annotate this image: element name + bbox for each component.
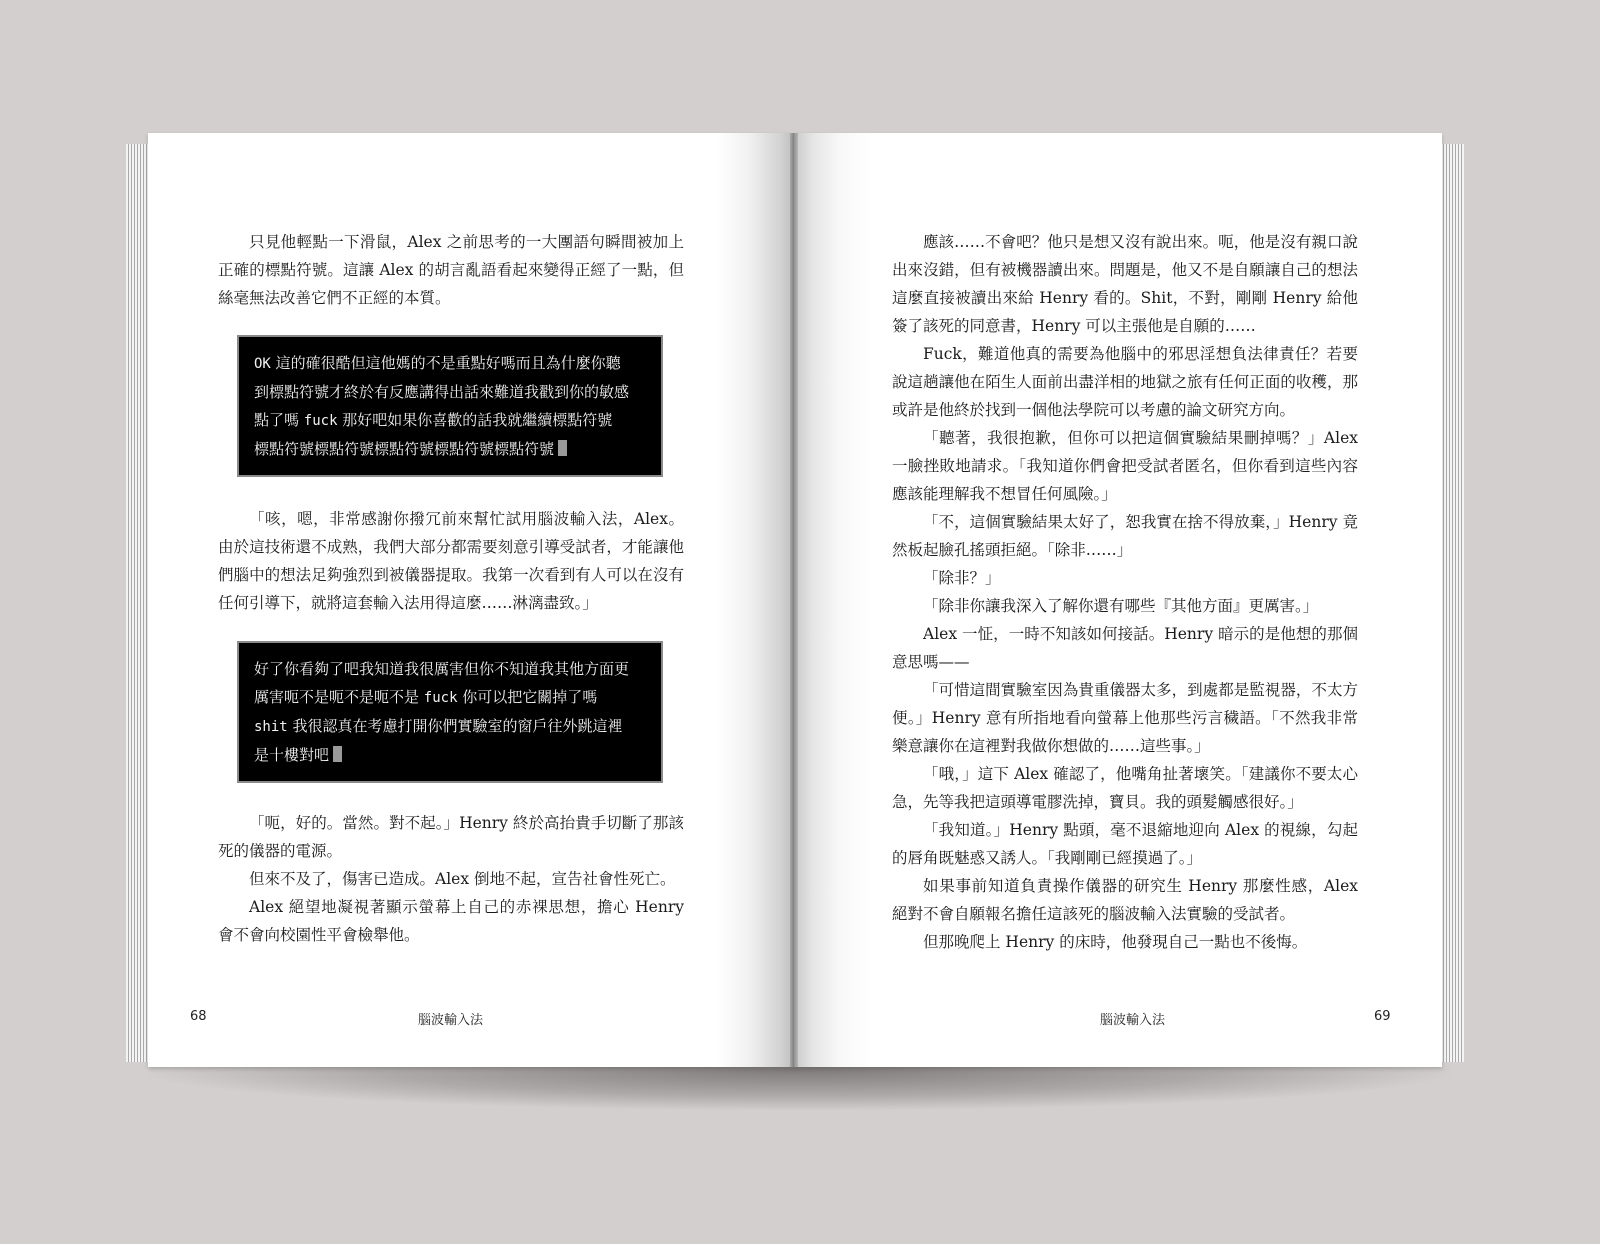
left-text-top (218, 228, 684, 312)
paragraph: 只見他輕點一下滑鼠，Alex 之前思考的一大團語句瞬間被加上正確的標點符號。這讓 Alex 的胡言亂語看起來變得正經了一點，但絲毫無法改善它們不正經的本質。 (218, 233, 684, 307)
paragraph: 「除非？」 (923, 569, 1001, 587)
terminal-text-mono: fuck (423, 690, 458, 706)
terminal-text-mono: OK (254, 356, 271, 372)
paragraph: 「可惜這間實驗室因為貴重儀器太多，到處都是監視器，不太方便。」Henry 意有所指地看向螢幕上他那些污言穢語。「不然我非常樂意讓你在這裡對我做你想做的……這些事。」 (892, 681, 1358, 755)
book-gutter (790, 133, 798, 1067)
terminal-line: 好了你看夠了吧我知道我很厲害但你不知道我其他方面更 (254, 660, 630, 678)
paragraph: 「不，這個實驗結果太好了，恕我實在捨不得放棄，」Henry 竟然板起臉孔搖頭拒絕。「除非……」 (892, 513, 1358, 559)
paragraph: Alex 絕望地凝視著顯示螢幕上自己的赤裸思想，擔心 Henry 會不會向校園性平會檢舉他。 (218, 898, 684, 944)
page-number-right: 69 (1374, 1009, 1391, 1024)
left-text-bottom (218, 809, 684, 949)
right-text (892, 228, 1358, 956)
paragraph: 「除非你讓我深入了解你還有哪些『其他方面』更厲害。」 (923, 597, 1319, 615)
terminal-box-2 (237, 641, 663, 783)
paragraph: Fuck，難道他真的需要為他腦中的邪思淫想負法律責任？若要說這趟讓他在陌生人面前出盡洋相的地獄之旅有任何正面的收穫，那或許是他終於找到一個他法學院可以考慮的論文研究方向。 (892, 345, 1358, 419)
terminal-line: 到標點符號才終於有反應講得出話來難道我戳到你的敏感 (254, 383, 630, 401)
page-number-left: 68 (190, 1009, 207, 1024)
terminal-line (254, 349, 646, 378)
terminal-text: 點了嗎 (254, 411, 304, 429)
terminal-line (254, 712, 646, 741)
cursor-icon (558, 440, 567, 456)
paragraph: 「哦，」這下 Alex 確認了，他嘴角扯著壞笑。「建議你不要太心急，先等我把這頭導電膠洗掉，寶貝。我的頭髮觸感很好。」 (892, 765, 1358, 811)
left-page (148, 133, 794, 1067)
paragraph: 應該……不會吧？他只是想又沒有說出來。呃，他是沒有親口說出來沒錯，但有被機器讀出來。問題是，他又不是自願讓自己的想法這麼直接被讀出來給 Henry 看的。Shit，不對，剛剛 Henry 給他簽了該死的同意書，Henry 可以主張他是自願的…… (892, 233, 1358, 335)
terminal-text: 那好吧如果你喜歡的話我就繼續標點符號 (337, 411, 613, 429)
terminal-line (254, 741, 646, 769)
terminal-line (254, 683, 646, 712)
terminal-text: 標點符號標點符號標點符號標點符號標點符號 (254, 440, 555, 458)
terminal-text: 這的確很酷但這他媽的不是重點好嗎而且為什麼你聽 (270, 354, 621, 372)
paragraph: Alex 一怔，一時不知該如何接話。Henry 暗示的是他想的那個意思嗎—— (892, 625, 1358, 671)
left-text-middle (218, 505, 684, 617)
running-title-right: 腦波輸入法 (1100, 1013, 1166, 1028)
right-page (794, 133, 1442, 1067)
paragraph: 「聽著，我很抱歉，但你可以把這個實驗結果刪掉嗎？」Alex 一臉挫敗地請求。「我知道你們會把受試者匿名，但你看到這些內容應該能理解我不想冒任何風險。」 (892, 429, 1358, 503)
terminal-text: 你可以把它關掉了嗎 (457, 688, 598, 706)
terminal-text: 是十樓對吧 (254, 746, 330, 764)
paragraph: 如果事前知道負責操作儀器的研究生 Henry 那麼性感，Alex 絕對不會自願報名擔任這該死的腦波輸入法實驗的受試者。 (892, 877, 1358, 923)
cursor-icon (333, 746, 342, 762)
paragraph: 但那晚爬上 Henry 的床時，他發現自己一點也不後悔。 (923, 933, 1308, 951)
terminal-text: 我很認真在考慮打開你們實驗室的窗戶往外跳這裡 (287, 717, 623, 735)
terminal-line (254, 406, 646, 435)
terminal-text: 厲害呃不是呃不是呃不是 (254, 688, 424, 706)
paragraph: 但來不及了，傷害已造成。Alex 倒地不起，宣告社會性死亡。 (249, 870, 676, 888)
running-title-left: 腦波輸入法 (418, 1013, 484, 1028)
paragraph: 「呃，好的。當然。對不起。」Henry 終於高抬貴手切斷了那該死的儀器的電源。 (218, 814, 684, 860)
terminal-text-mono: shit (254, 719, 288, 735)
paragraph: 「我知道。」Henry 點頭，毫不退縮地迎向 Alex 的視線，勾起的唇角既魅惑又誘人。「我剛剛已經摸過了。」 (892, 821, 1358, 867)
paragraph: 「咳，嗯，非常感謝你撥冗前來幫忙試用腦波輸入法，Alex。由於這技術還不成熟，我們大部分都需要刻意引導受試者，才能讓他們腦中的想法足夠強烈到被儀器提取。我第一次看到有人可以在沒有任何引導下，就將這套輸入法用得這麼……淋漓盡致。」 (218, 510, 684, 612)
terminal-text-mono: fuck (303, 413, 338, 429)
terminal-line (254, 435, 646, 463)
terminal-box-1 (237, 335, 663, 477)
